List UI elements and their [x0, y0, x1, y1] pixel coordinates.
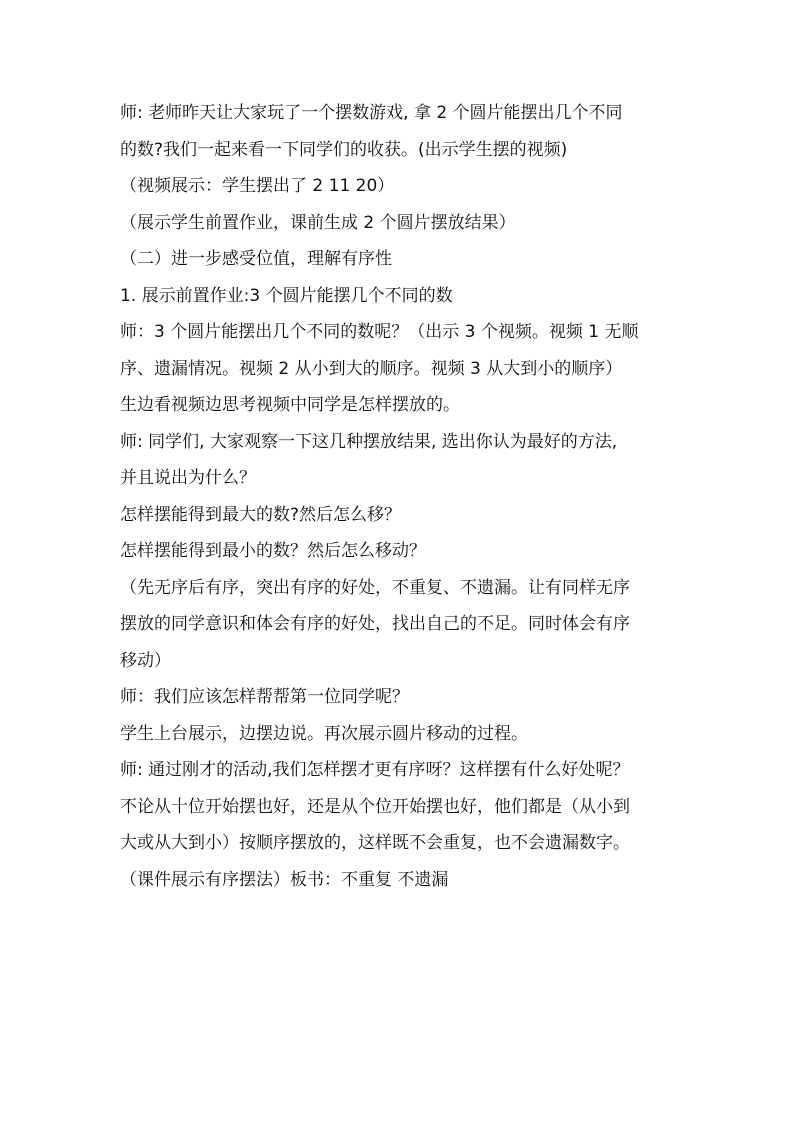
- text-line: 序、遗漏情况。视频 2 从小到大的顺序。视频 3 从大到小的顺序）: [120, 358, 623, 379]
- text-line: 师: 同学们, 大家观察一下这几种摆放结果, 选出你认为最好的方法,: [120, 431, 618, 452]
- text-line: 生边看视频边思考视频中同学是怎样摆放的。: [120, 395, 460, 415]
- text-line: 摆放的同学意识和体会有序的好处，找出自己的不足。同时体会有序: [120, 614, 630, 634]
- text-line: （视频展示：学生摆出了 2 11 20）: [120, 176, 395, 196]
- section-heading: （二）进一步感受位值，理解有序性: [120, 249, 392, 269]
- text-line: 怎样摆能得到最大的数?然后怎么移？: [120, 504, 402, 525]
- text-line: （先无序后有序，突出有序的好处，不重复、不遗漏。让有同样无序: [120, 577, 630, 598]
- text-line: （展示学生前置作业，课前生成 2 个圆片摆放结果）: [120, 212, 516, 233]
- text-line: 大或从大到小）按顺序摆放的，这样既不会重复，也不会遗漏数字。: [120, 833, 630, 853]
- text-line: 的数?我们一起来看一下同学们的收获。(出示学生摆的视频): [120, 139, 568, 160]
- text-line: （课件展示有序摆法）板书：不重复 不遗漏: [120, 869, 449, 890]
- text-line: 师: 通过刚才的活动,我们怎样摆才更有序呀？这样摆有什么好处呢？: [120, 760, 630, 780]
- subsection-heading: 1. 展示前置作业:3 个圆片能摆几个不同的数: [120, 285, 453, 306]
- document-body: [120, 95, 680, 898]
- text-line: 师：3 个圆片能摆出几个不同的数呢？（出示 3 个视频。视频 1 无顺: [120, 322, 639, 342]
- text-line: 移动）: [120, 650, 171, 671]
- text-line: 学生上台展示，边摆边说。再次展示圆片移动的过程。: [120, 723, 528, 744]
- text-line: 怎样摆能得到最小的数？然后怎么移动？: [120, 541, 426, 561]
- text-line: 师：我们应该怎样帮帮第一位同学呢？: [120, 687, 409, 707]
- text-line: 不论从十位开始摆也好，还是从个位开始摆也好，他们都是（从小到: [120, 796, 630, 817]
- text-line: 并且说出为什么？: [120, 468, 256, 488]
- text-line: 师: 老师昨天让大家玩了一个摆数游戏, 拿 2 个圆片能摆出几个不同: [120, 103, 623, 123]
